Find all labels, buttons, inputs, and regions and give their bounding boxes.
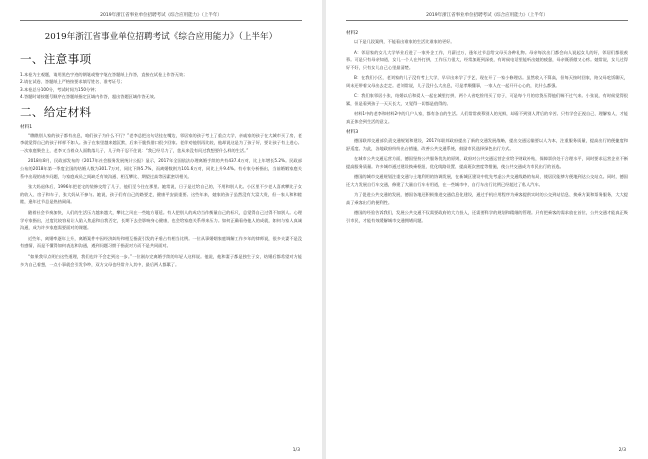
body-paragraph: A：邻居家的女儿大学毕业后进了一家外企工作，月薪过万，逢年过节总给父母买各种礼物。母亲每次出门都会向人说起女儿的好，邻居们都很羡慕。可是只有母亲知道，女儿一个人在外打拼，工作压力很大，经常加班到深夜，有时候电话里能听出她的疲惫，母亲既骄傲又心疼。她常说，女儿过得好不好，只有女儿自己心里最清楚。 xyxy=(346,49,628,70)
notice-item: 2.请在试卷、答题纸上严格按要求填写姓名、准考证号； xyxy=(20,79,125,85)
material-label: 材料3 xyxy=(346,130,359,135)
page-number: 1/3 xyxy=(292,448,300,453)
document-page-left xyxy=(0,0,322,459)
body-paragraph: 近些年，离婚率逐年上升，离婚案件中因经济纠纷和相互指责引发的矛盾占有相当比例。一位从事婚姻家庭调解工作多年的律师说，很多夫妻不是没有感情，而是不懂得如何表达和沟通，遇到问题习惯于指责对方而不是共同面对。 xyxy=(20,235,302,249)
body-paragraph: B：在我们小区，老刘家的儿子没有考上大学，早早出来学了手艺，现在开了一家小修理店。虽然收入不算高，但每天按时回家，陪父母吃饭聊天，周末还带着父母出去走走。老刘常说，儿子没什么大出息，可是孝顺懂事，一家人在一起开开心心的，比什么都强。 xyxy=(346,75,628,88)
running-header: 2019年浙江省事业单位招聘考试《综合应用能力》（上半年） xyxy=(20,12,302,21)
body-paragraph: 随着社会节奏加快，人们的生活压力越来越大，攀比之风在一些地方蔓延。有人把别人的成功当作衡量自己的标尺，总觉得自己过得不如别人。心理学专家指出，过度比较容易让人陷入焦虑和自我否定，长期下去会影响身心健康，也会给家庭关系带来压力。如何正确看待他人的成就，如何与家人真诚沟通，成为许多家庭需要面对的课题。 xyxy=(20,209,302,231)
notice-section-heading: 一、注意事项 xyxy=(20,52,92,66)
notice-item: 1.本卷为主观题，请用黑色字迹的钢笔或签字笔在答题纸上作答，直接在试卷上作答无效； xyxy=(20,72,188,77)
body-paragraph: 材料1中的老李和材料2中的几户人家，都有各自的生活。人们常常羡慕别人的光鲜，却看不到别人背后的辛苦。只有学会正视自己、理解家人，才能真正体会到生活的意义。 xyxy=(346,111,628,124)
body-paragraph: “瞧瞧别人家的孩子都有出息，咱们孩子为什么不行？”老李总把这句话挂在嘴边，邻居家的孩子考上了重点大学，亲戚家的孩子在大城市买了房，老李就觉得自己的孩子样样不如人。孩子在家里越来越沉默，后来干脆找借口很少回家。老伴劝他别再比较，他却说这是为了孩子好，要让孩子有上进心。一次家庭聚会上，老李又当着众人面数落儿子，儿子终于忍不住说：“我已经尽力了，您从来没有问过我想要什么样的生活。” xyxy=(20,132,302,153)
material-section-heading: 二、给定材料 xyxy=(20,104,92,119)
body-paragraph: 张大妈退休后，1996年把老宅的装修交给了儿子，他们至今住在那里。她常说，日子是过给自己的，不用和别人比。小区里不少老人喜欢攀比子女的收入、房子和车子，张大妈从不参与。她说，孩子们有自己的路要走，健康平安最重要。这些年来，她家的孩子虽然没有大富大贵，但一家人和和睦睦，逢年过节总是热热闹闹。 xyxy=(20,184,302,205)
body-paragraph: 2018年8月，民政部发布的《2017年社会服务发展统计公报》显示，2017年全国依法办理离婚手续的共有437.4万对，比上年增长5.2%。民政部公布的2018年第一季度全国的结婚人数为301.7万对，同比下降5.7%，而离婚数则为101.6万对，同比上升9.4%。有专家分析指出，当前婚姻家庭关系中出现的诸多问题，与家庭成员之间缺乏有效沟通、相互攀比、期望过高等因素密切相关。 xyxy=(20,158,302,179)
running-header: 2019年浙江省事业单位招聘考试《综合应用能力》（上半年） xyxy=(346,12,628,21)
body-paragraph: 在城市公共交通运营方面，德国坚持公共服务优先的原则，政府对公共交通运营企业给予财政补贴，保障票价处于合理水平，同时要求运营企业不断提高服务质量。许多城市通过建设换乘枢纽、优化线路设置、提高班次密度等措施，使公共交通成为市民出行的首选。 xyxy=(346,156,628,169)
material-label: 材料2 xyxy=(346,31,359,36)
document-title: 2019年浙江省事业单位招聘考试《综合应用能力》（上半年） xyxy=(44,32,278,42)
body-paragraph: 德国的城市交通规划注重交通与土地利用的协调发展，在新城区建设中优先考虑公共交通线路的布局，使居民能够方便地到达公交站点。同时，德国还大力发展自行车交通，修建了大量自行车专用道，在一些城市中，自行车出行比例已经超过了私人汽车。 xyxy=(346,174,628,187)
body-paragraph: 为了促进公共交通的发展，德国各地还积极推进交通信息化建设，通过手机应用程序为乘客提供实时的公交到站信息、换乘方案和票务服务，大大提高了乘客出行的便利性。 xyxy=(346,192,628,205)
material-label: 材料1 xyxy=(20,124,33,130)
body-paragraph: C：我们家邻居小张，结婚以后和爱人一起在城里打拼，两个人省吃俭用买了房子，可是每个月的房贷压得他们喘不过气来。小张说，有时候觉得很累，但是看到孩子一天天长大，又觉得一切都是值得的。 xyxy=(346,93,628,106)
body-paragraph: 以下是几段案例，不能看出谁家的生活比谁家的更好。 xyxy=(354,39,455,44)
page-number: 2/3 xyxy=(618,448,626,453)
document-page-right xyxy=(326,0,648,459)
body-paragraph: “如果我早点明白这些道理，我们也许不会走到这一步。”一位刚办完离婚手续的年轻人这样说。他说，他和妻子都是独生子女，结婚后都希望对方能多为自己着想，一点小事就会引发争吵，双方父母也经常介入其中，最后两人都累了。 xyxy=(20,253,302,267)
notice-list xyxy=(20,71,302,101)
notice-item: 3.本卷总分100分，考试时间为150分钟； xyxy=(20,86,99,92)
notice-item: 4.答题时请按题号顺序在答题纸指定区域内作答，超出答题区域作答无效。 xyxy=(20,94,158,100)
body-paragraph: 德国的经验告诉我们，发展公共交通不仅需要政府的大力投入，还需要科学的规划和精细的管理。只有把乘客的需求放在首位，公共交通才能真正吸引市民，才能有效缓解城市交通拥堵问题。 xyxy=(346,210,628,223)
body-paragraph: 德国联邦交通部负责交通规划和建设，2017年联邦政府提出了新的交通发展战略，提出交通运输要以人为本，注重服务质量，提高出行的便捷度和舒适度。为此，各地政府纷纷出台措施，改善公共交通系统，鼓励市民选择绿色出行方式。 xyxy=(346,138,628,151)
